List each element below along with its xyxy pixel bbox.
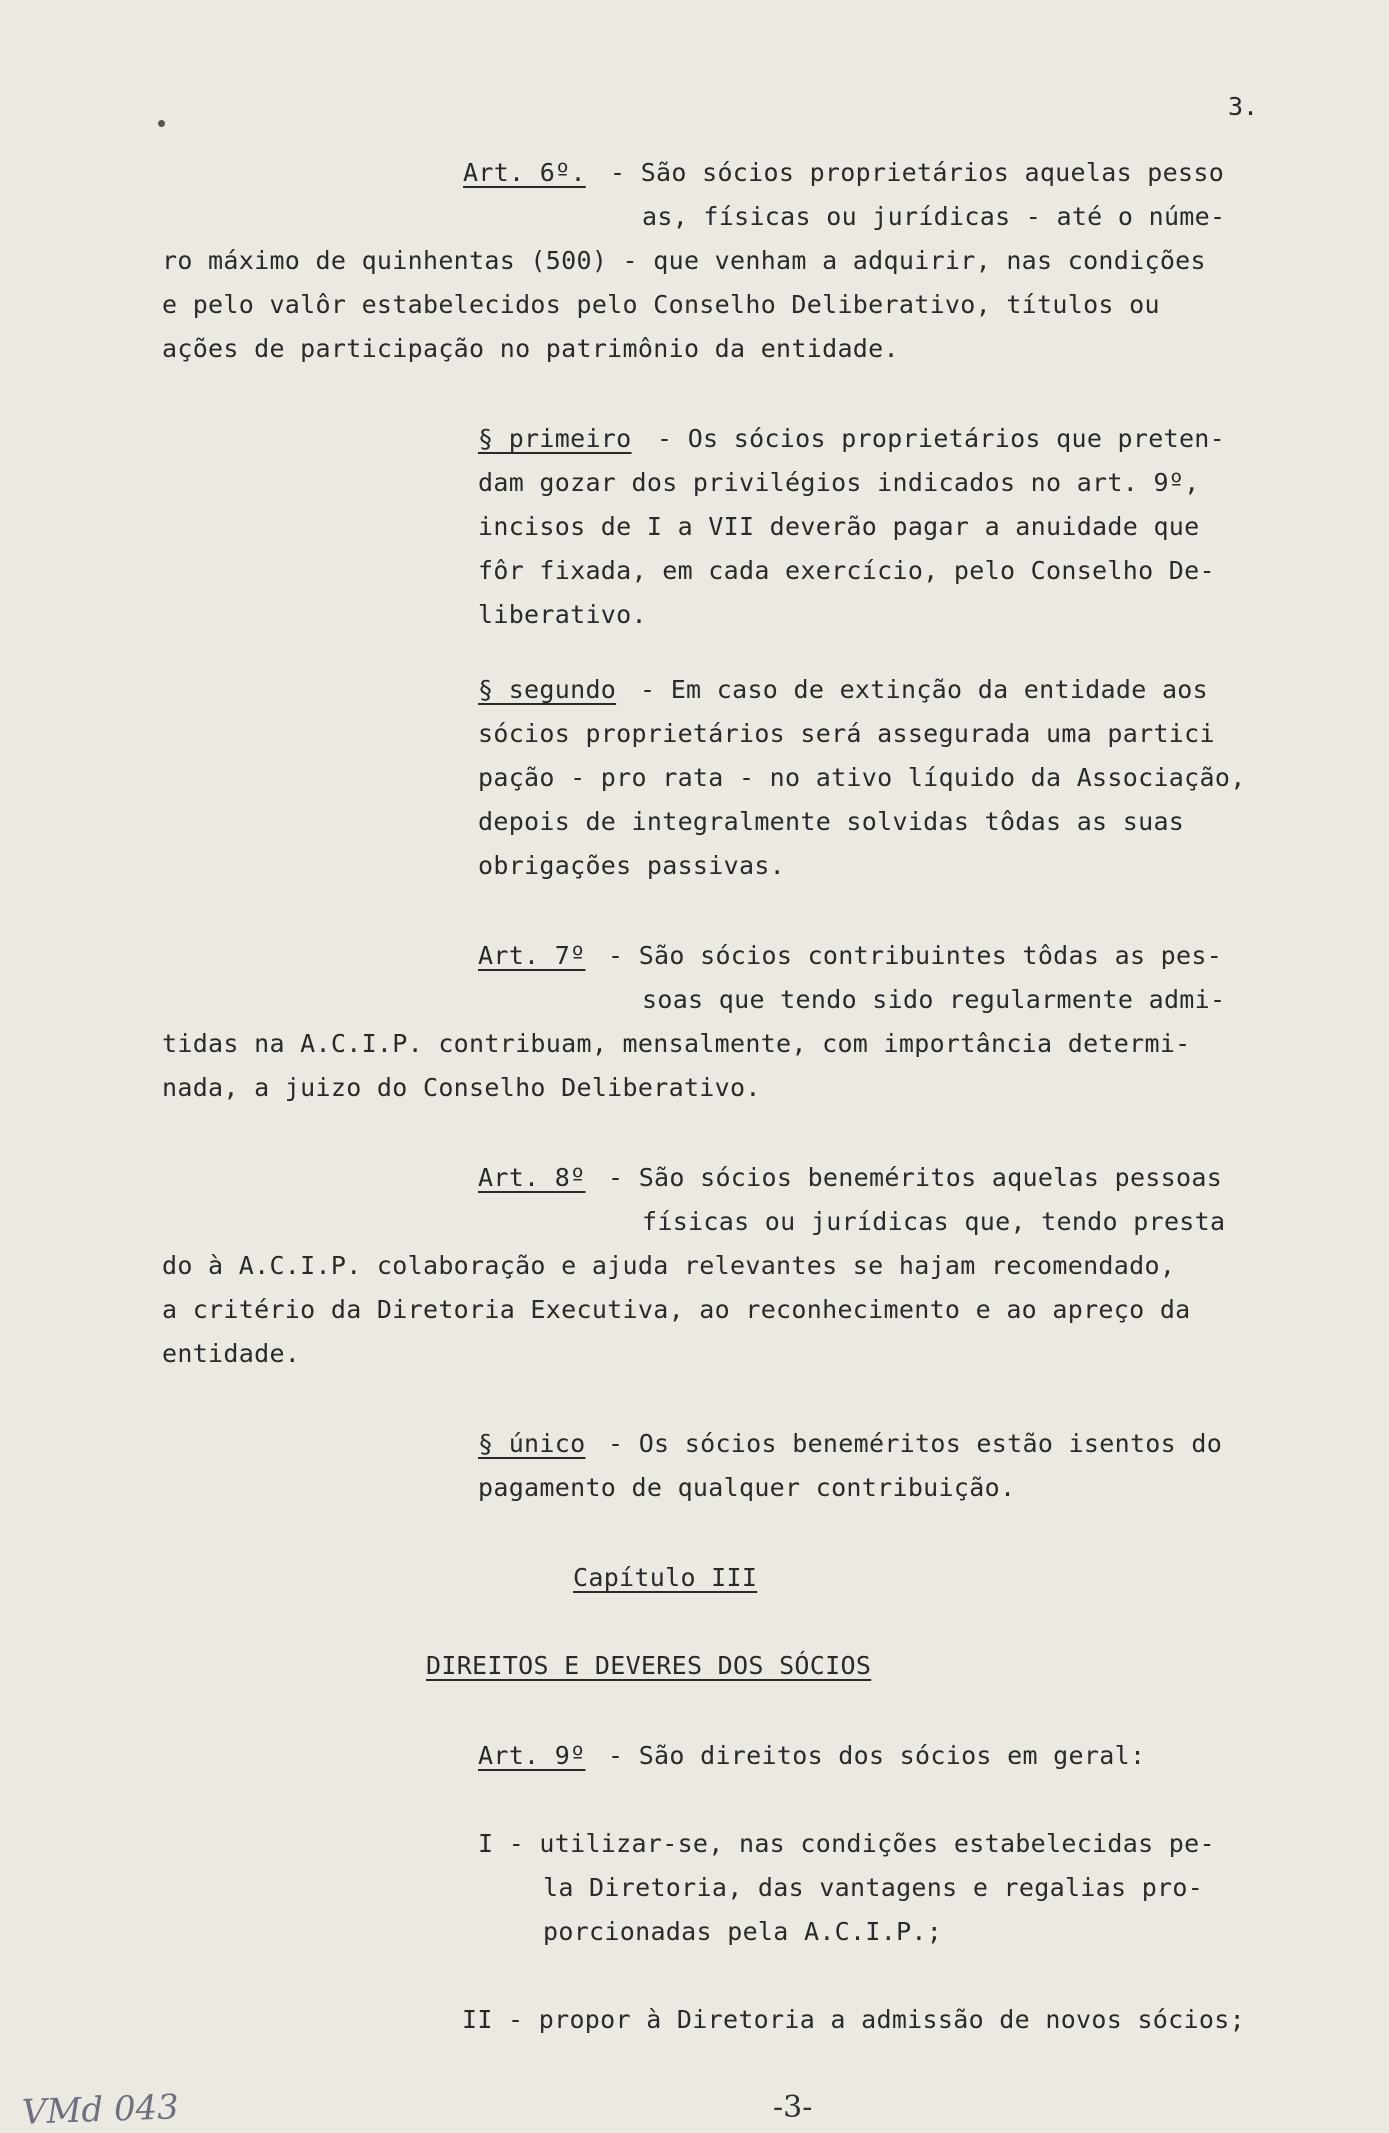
article-7-line: tidas na A.C.I.P. contribuam, mensalmente, com importância determi-	[162, 1029, 1191, 1058]
chapter-title: DIREITOS E DEVERES DOS SÓCIOS	[426, 1651, 872, 1680]
item-ii-line: II - propor à Diretoria a admissão de novos sócios;	[462, 2005, 1245, 2034]
article-6-line: as, físicas ou jurídicas - até o núme-	[642, 202, 1226, 231]
page-number-top: 3.	[1228, 92, 1259, 121]
paragraph-segundo-line: obrigações passivas.	[478, 851, 786, 880]
article-8-line: físicas ou jurídicas que, tendo presta	[642, 1207, 1226, 1236]
article-7-line: - São sócios contribuintes tôdas as pes-	[608, 941, 1223, 970]
article-6-line: ro máximo de quinhentas (500) - que venham a adquirir, nas condições	[162, 246, 1206, 275]
paragraph-segundo-line: pação - pro rata - no ativo líquido da Associação,	[478, 763, 1246, 792]
article-7-line: nada, a juizo do Conselho Deliberativo.	[162, 1073, 761, 1102]
article-8-line: entidade.	[162, 1339, 301, 1368]
paragraph-primeiro-line: dam gozar dos privilégios indicados no art. 9º,	[478, 468, 1200, 497]
paragraph-primeiro-line: incisos de I a VII deverão pagar a anuidade que	[478, 512, 1200, 541]
item-i-line: porcionadas pela A.C.I.P.;	[543, 1917, 943, 1946]
article-9-label: Art. 9º	[478, 1741, 586, 1770]
article-8-line: - São sócios beneméritos aquelas pessoas	[608, 1163, 1223, 1192]
article-6-line: - São sócios proprietários aquelas pesso	[610, 158, 1225, 187]
archive-mark: VMd 043	[21, 2087, 180, 2133]
article-8-line: a critério da Diretoria Executiva, ao reconhecimento e ao apreço da	[162, 1295, 1191, 1324]
article-7-line: soas que tendo sido regularmente admi-	[642, 985, 1226, 1014]
article-6-line: ações de participação no patrimônio da entidade.	[162, 334, 899, 363]
paragraph-segundo-line: - Em caso de extinção da entidade aos	[640, 675, 1208, 704]
footer-page-number: -3-	[773, 2090, 813, 2125]
paragraph-primeiro-line: liberativo.	[478, 600, 647, 629]
article-6-label: Art. 6º.	[463, 158, 586, 187]
paragraph-primeiro-label: § primeiro	[478, 424, 632, 453]
ink-spot	[158, 120, 165, 127]
paragraph-segundo-label: § segundo	[478, 675, 617, 704]
article-8-label: Art. 8º	[478, 1163, 586, 1192]
paragraph-unico-line: pagamento de qualquer contribuição.	[478, 1473, 1016, 1502]
paragraph-unico-line: - Os sócios beneméritos estão isentos do	[608, 1429, 1223, 1458]
article-7-label: Art. 7º	[478, 941, 586, 970]
paragraph-segundo-line: depois de integralmente solvidas tôdas as suas	[478, 807, 1185, 836]
item-i-line: I - utilizar-se, nas condições estabelecidas pe-	[478, 1829, 1215, 1858]
paragraph-primeiro-line: - Os sócios proprietários que preten-	[657, 424, 1225, 453]
article-6-line: e pelo valôr estabelecidos pelo Conselho Deliberativo, títulos ou	[162, 290, 1160, 319]
paragraph-unico-label: § único	[478, 1429, 586, 1458]
chapter-heading: Capítulo III	[573, 1563, 758, 1592]
article-9-line: - São direitos dos sócios em geral:	[608, 1741, 1146, 1770]
paragraph-primeiro-line: fôr fixada, em cada exercício, pelo Conselho De-	[478, 556, 1215, 585]
paragraph-segundo-line: sócios proprietários será assegurada uma partici	[478, 719, 1215, 748]
article-8-line: do à A.C.I.P. colaboração e ajuda relevantes se hajam recomendado,	[162, 1251, 1176, 1280]
item-i-line: la Diretoria, das vantagens e regalias pro-	[543, 1873, 1204, 1902]
